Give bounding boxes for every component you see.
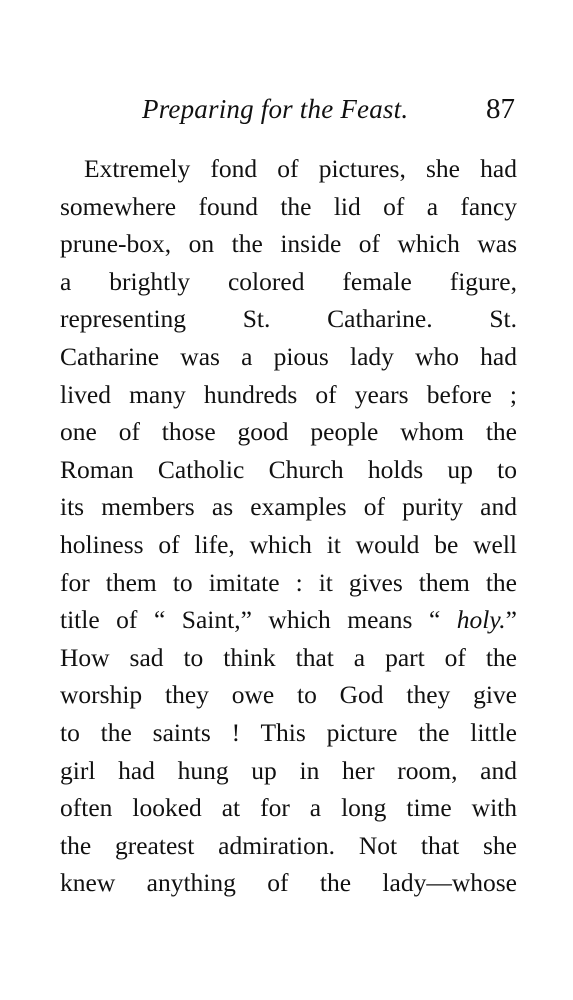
text-line: lived many hundreds of years before ; xyxy=(60,379,517,409)
text-line: knew anything of the lady—whose xyxy=(60,868,517,898)
text-line: Extremely fond of pictures, she had xyxy=(84,154,517,183)
body-text xyxy=(60,150,517,902)
running-title: Preparing for the Feast. xyxy=(142,94,409,124)
text-line: Catharine was a pious lady who had xyxy=(60,341,517,371)
page-number: 87 xyxy=(486,93,515,125)
text-line-with-italic xyxy=(60,601,517,639)
text-line: its members as examples of purity and xyxy=(60,492,517,522)
text-line-prefix: title of “ Saint,” which means “ xyxy=(60,605,457,635)
text-line: a brightly colored female figure, xyxy=(60,266,517,296)
text-line: Roman Catholic Church holds up to xyxy=(60,454,517,484)
text-line: often looked at for a long time with xyxy=(60,793,517,823)
text-line: prune-box, on the inside of which was xyxy=(60,229,517,259)
text-line: representing St. Catharine. St. xyxy=(60,304,517,334)
text-line: worship they owe to God they give xyxy=(60,680,517,710)
text-line: How sad to think that a part of the xyxy=(60,642,517,672)
text-line: holiness of life, which it would be well xyxy=(60,529,517,559)
italic-word-holy: holy. xyxy=(456,605,506,635)
text-line: to the saints ! This picture the little xyxy=(60,717,517,747)
running-head xyxy=(60,92,515,132)
text-line: one of those good people whom the xyxy=(60,417,517,447)
text-line: girl had hung up in her room, and xyxy=(60,755,517,785)
text-line: somewhere found the lid of a fancy xyxy=(60,191,517,221)
text-line: for them to imitate : it gives them the xyxy=(60,567,517,597)
closing-quote: ” xyxy=(505,605,517,635)
text-line: the greatest admiration. Not that she xyxy=(60,830,517,860)
